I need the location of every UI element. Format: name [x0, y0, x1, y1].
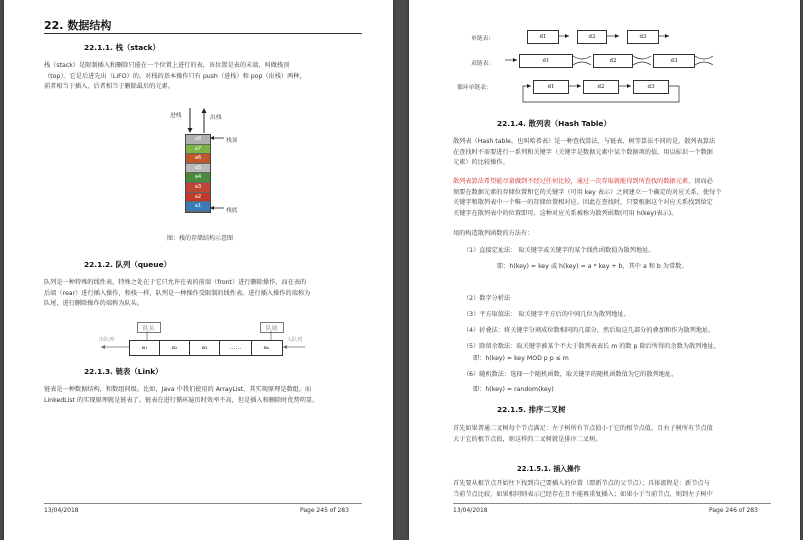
- footer-rule: [44, 503, 362, 504]
- circular-list-label: 循环单链表：: [457, 85, 492, 91]
- stack-figure: [170, 106, 260, 224]
- stack-item-a3: a3: [186, 183, 210, 193]
- method-3: （3）平方取值法： 取关键字平方后的中间几位为散列地址。: [463, 311, 630, 318]
- linked-list-figure: [457, 24, 757, 116]
- chapter-title: 22. 数据结构: [44, 19, 112, 32]
- single-node-d1: d1: [527, 30, 559, 44]
- title-underline: [44, 33, 362, 34]
- stack-item-a7: a7: [186, 145, 210, 155]
- text-line: 当前节点比较，如果相同则表示已经存在且不能再重复插入；如果小于当前节点，则到左子树中: [453, 490, 713, 498]
- stack-item-a2: a2: [186, 193, 210, 203]
- footer-page-number: Page 246 of 283: [709, 507, 758, 514]
- text-line: 首先要从根节点开始往下找到自己要插入的位置（即新节点的父节点）；具体流程是：新节点与: [453, 480, 710, 487]
- double-node-d1: d1: [519, 54, 573, 68]
- queue-cell: aₙ: [263, 345, 270, 351]
- double-node-d3: d3: [653, 54, 695, 68]
- text-line: 关键字和散列表中一个唯一的存储位置相对应。因此在查找时，只要根据这个对应关系找到给定: [453, 199, 713, 206]
- method-5: （5）除留余数法：取关键字被某个不大于散列表表长 m 的数 p 除后所得的余数为散列地址，: [463, 343, 720, 350]
- footer-page-number: Page 245 of 283: [300, 507, 349, 514]
- text-line: 关键字在散列表中的位置即可。这种对应关系被称为散列函数(可用 h(key)表示)。: [453, 209, 678, 217]
- single-list-label: 单链表：: [471, 36, 495, 42]
- queue-cell: a₁: [130, 341, 160, 355]
- text-line: 链表是一种数据结构，和数组同级。比如，Java 中我们使用的 ArrayList，其实现原理是数组。而: [44, 386, 312, 393]
- method-6-formula: 即：h(key) = random(key): [473, 386, 554, 393]
- text-line: 在查找时不需要进行一系列和关键字（关键字是数据元素中某个数据项的值，用以标识一个数据: [453, 148, 713, 156]
- stack-item-a8: a8: [186, 135, 210, 145]
- heading-link: 22.1.3. 链表（Link）: [84, 367, 163, 376]
- stack-paragraph: [44, 61, 364, 93]
- heading-insert: 22.1.5.1. 插入操作: [517, 465, 581, 473]
- text-line: 须要在数据元素的存储位置和它的关键字（可用 key 表示）之间建立一个确定的对应关系，使每个: [453, 188, 722, 196]
- footer-rule: [453, 503, 771, 504]
- single-node-d3: d3: [627, 30, 659, 44]
- method-1-formula: 即：h(key) = key 或 h(key) = a * key + b，其中 a 和 b 为常数。: [497, 263, 688, 270]
- stack-container: [185, 134, 211, 213]
- heading-hash: 22.1.4. 散列表（Hash Table）: [497, 119, 611, 128]
- document-page-246: [409, 0, 800, 540]
- footer-date: 13/04/2018: [44, 507, 79, 514]
- text-line: 元素）的比较操作。: [453, 159, 509, 166]
- heading-bst: 22.1.5. 排序二叉树: [497, 405, 566, 414]
- dequeue-label: 出队列: [99, 337, 115, 343]
- text-line: 大于它的根节点值，则这样的二叉树就是排序二叉树。: [453, 435, 602, 443]
- circular-node-d2: d2: [583, 80, 619, 94]
- push-pop-arrows-icon: [170, 106, 230, 136]
- queue-paragraph: [44, 278, 364, 310]
- hash-paragraph-1: [453, 137, 783, 169]
- push-label: 进栈: [170, 113, 182, 119]
- queue-figure: [99, 320, 309, 360]
- stack-item-a4: a4: [186, 173, 210, 183]
- queue-tail-label: 队尾: [260, 322, 284, 333]
- text-line: LinkedList 的实现原理就是链表了。链表在进行循环遍历时效率不高，但是插入和删除时优势明显。: [44, 396, 319, 404]
- double-list-label: 双链表：: [471, 61, 495, 67]
- queue-cell: a₂: [160, 341, 190, 355]
- text-line: （top）。它是后进先出（LIFO）的。对栈的基本操作只有 push（进栈）和 pop（出栈）两种，: [44, 72, 306, 80]
- enqueue-label: 入队列: [287, 337, 303, 343]
- stack-item-a1: a1: [186, 202, 210, 212]
- double-node-d2: d2: [593, 54, 633, 68]
- linked-list-connectors: [457, 24, 757, 116]
- method-1: （1）直接定址法： 取关键字或关键字的某个线性函数值为散列地址。: [463, 247, 655, 254]
- pointer-arrows-icon: [210, 134, 230, 216]
- queue-head-label: 队头: [137, 322, 161, 333]
- text-line: 后端（rear）进行插入操作，和栈一样，队列是一种操作受限制的线性表。进行插入操作的端称为: [44, 289, 311, 297]
- stack-bottom-label: 栈底: [226, 208, 238, 214]
- single-node-d2: d2: [577, 30, 607, 44]
- footer-date: 13/04/2018: [453, 507, 488, 514]
- method-4: （4）折叠法：将关键字分割成位数相同的几部分，然后取这几部分的叠加和作为散列地址。: [463, 327, 715, 334]
- heading-queue: 22.1.2. 队列（queue）: [84, 260, 171, 269]
- text-line: 首先如果普通二叉树每个节点满足：左子树所有节点值小于它的根节点值，且右子树所有节点值: [453, 425, 713, 432]
- methods-intro: 用的构造散列函数的方法有：: [453, 230, 534, 237]
- text-fragment: 因而必: [694, 178, 713, 185]
- hash-paragraph-2: [453, 177, 783, 219]
- text-line: 队列是一种特殊的线性表，特殊之处在于它只允许在表的前端（front）进行删除操作，而在表的: [44, 279, 307, 286]
- queue-body: [129, 340, 283, 356]
- heading-stack: 22.1.1. 栈（stack）: [84, 43, 160, 52]
- method-5-formula: 即：h(key) = key MOD p p ≤ m: [473, 355, 569, 362]
- stack-item-a5: a5: [186, 164, 210, 174]
- stack-item-a6: a6: [186, 154, 210, 164]
- insert-paragraph: [453, 479, 783, 500]
- link-paragraph: [44, 385, 364, 406]
- stack-top-label: 栈顶: [226, 138, 238, 144]
- text-line: 散列表（Hash table，也叫哈希表）是一种查找算法，与链表、树等算法不同的是，散列表算法: [453, 138, 716, 145]
- highlighted-text: 散列表算法希望能尽量做到不经过任何比较，通过一次存取就能得到所查找的数据元素，: [453, 178, 695, 185]
- queue-cell: a₃: [190, 341, 220, 355]
- stack-caption: 图：栈的存储结构示意图: [167, 235, 234, 242]
- text-line: 前者相当于插入，后者相当于删除最后的元素。: [44, 83, 174, 90]
- text-line: 队尾，进行删除操作的端称为队头。: [44, 300, 143, 307]
- circular-node-d3: d3: [633, 80, 669, 94]
- text-line: 栈（stack）是限制插入和删除只能在一个位置上进行的表，该位置是表的末端，叫做栈顶: [44, 62, 290, 69]
- method-2: （2）数字分析法: [463, 295, 511, 302]
- queue-cell: ……: [220, 341, 252, 355]
- document-page-245: [4, 0, 393, 540]
- method-6: （6）随机数法：选择一个随机函数，取关键字的随机函数值为它的散列地址，: [463, 371, 678, 378]
- pop-label: 出栈: [210, 115, 222, 121]
- circular-node-d1: d1: [533, 80, 569, 94]
- bst-paragraph: [453, 424, 783, 445]
